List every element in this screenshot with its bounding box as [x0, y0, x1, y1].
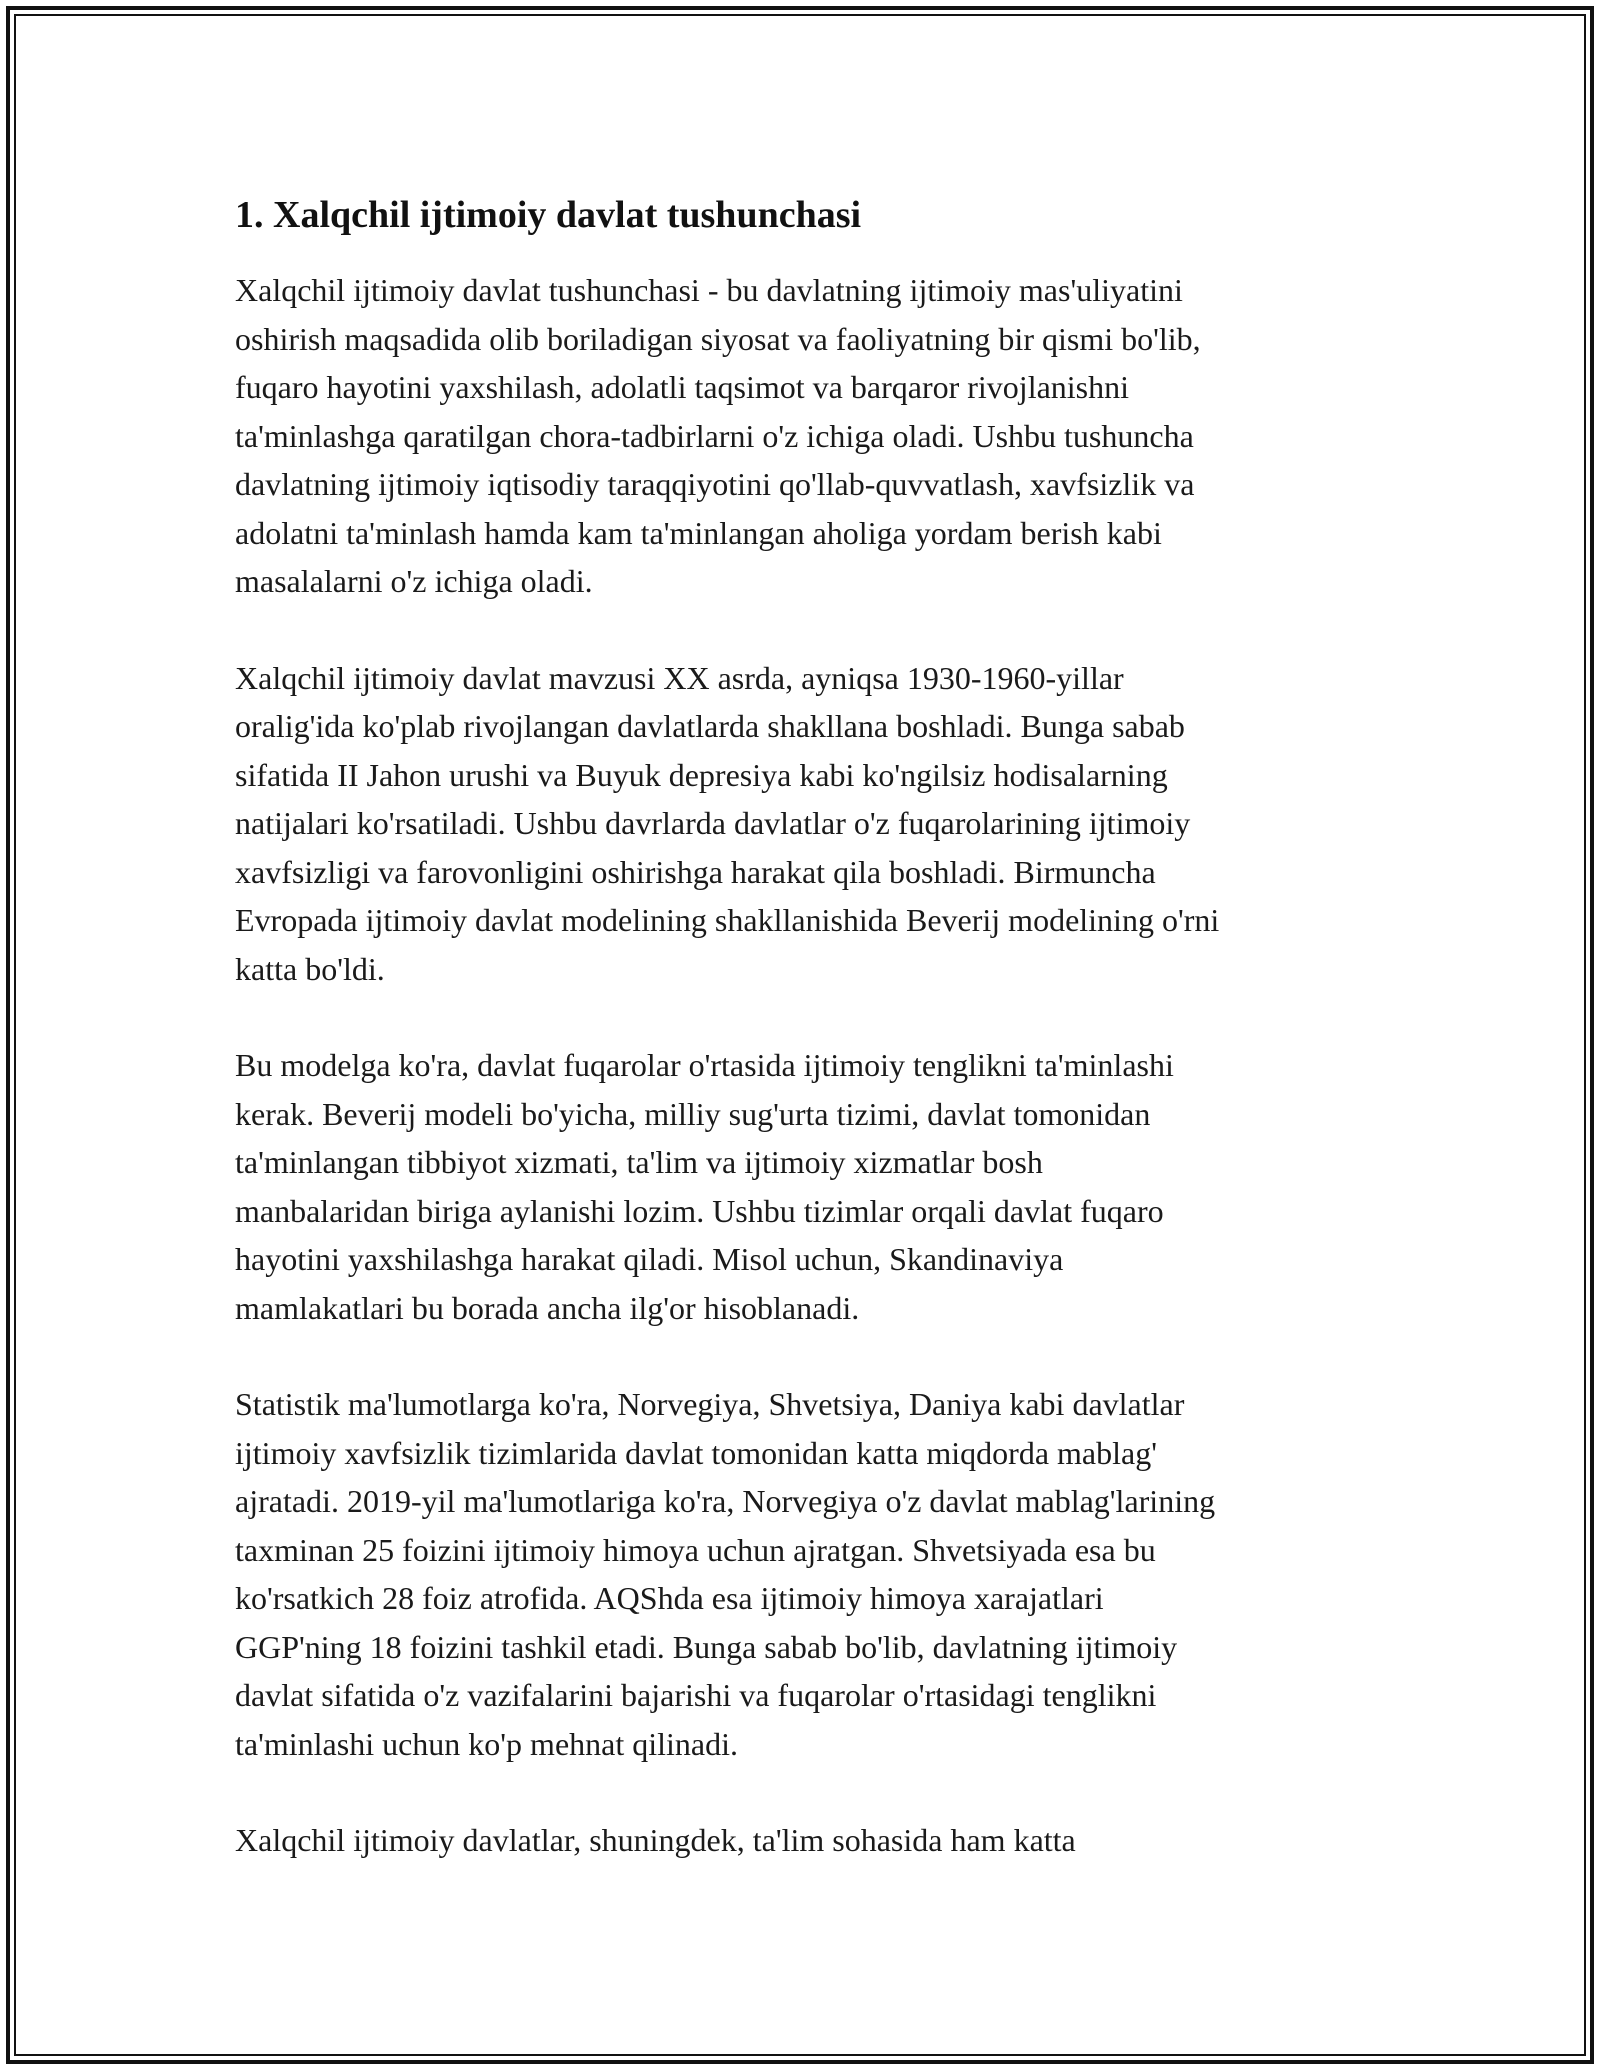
section-heading: 1. Xalqchil ijtimoiy davlat tushunchasi	[235, 194, 862, 236]
text-line: ta'minlangan tibbiyot xizmati, ta'lim va ijtimoiy xizmatlar bosh	[235, 1144, 1043, 1180]
paragraph-3	[235, 1041, 1375, 1332]
text-line: mamlakatlari bu borada ancha ilg'or hisoblanadi.	[235, 1289, 860, 1326]
text-line: ta'minlashga qaratilgan chora-tadbirlarni o'z ichiga oladi. Ushbu tushuncha	[235, 417, 1194, 454]
text-line: adolatni ta'minlash hamda kam ta'minlangan aholiga yordam berish kabi	[235, 514, 1162, 551]
text-line: ajratadi. 2019-yil ma'lumotlariga ko'ra, Norvegiya o'z davlat mablag'larining	[235, 1483, 1216, 1519]
text-line: Xalqchil ijtimoiy davlatlar, shuningdek, ta'lim sohasida ham katta	[235, 1822, 1076, 1858]
paragraph-1	[235, 266, 1375, 606]
text-line: Xalqchil ijtimoiy davlat mavzusi XX asrda, ayniqsa 1930-1960-yillar	[235, 659, 1124, 696]
text-line: ta'minlashi uchun ko'p mehnat qilinadi.	[235, 1725, 738, 1762]
text-line: masalalarni o'z ichiga oladi.	[235, 563, 593, 599]
text-line: taxminan 25 foizini ijtimoiy himoya uchun ajratgan. Shvetsiyada esa bu	[235, 1531, 1156, 1568]
text-line: fuqaro hayotini yaxshilash, adolatli taqsimot va barqaror rivojlanishni	[235, 369, 1130, 405]
text-line: Xalqchil ijtimoiy davlat tushunchasi - bu davlatning ijtimoiy mas'uliyatini	[235, 272, 1183, 308]
text-line: natijalari ko'rsatiladi. Ushbu davrlarda davlatlar o'z fuqarolarining ijtimoiy	[235, 805, 1191, 841]
paragraph-5	[235, 1816, 1375, 1865]
text-line: davlatning ijtimoiy iqtisodiy taraqqiyotini qo'llab-quvvatlash, xavfsizlik va	[235, 466, 1195, 502]
document-body	[235, 190, 1375, 1913]
text-line: oshirish maqsadida olib boriladigan siyosat va faoliyatning bir qismi bo'lib,	[235, 320, 1201, 357]
text-line: ijtimoiy xavfsizlik tizimlarida davlat tomonidan katta miqdorda mablag'	[235, 1434, 1157, 1471]
text-line: davlat sifatida o'z vazifalarini bajarishi va fuqarolar o'rtasidagi tenglikni	[235, 1677, 1157, 1713]
text-line: kerak. Beverij modeli bo'yicha, milliy sug'urta tizimi, davlat tomonidan	[235, 1095, 1151, 1132]
text-line: GGP'ning 18 foizini tashkil etadi. Bunga sabab bo'lib, davlatning ijtimoiy	[235, 1628, 1178, 1665]
text-line: katta bo'ldi.	[235, 950, 385, 987]
text-line: manbalaridan biriga aylanishi lozim. Ushbu tizimlar orqali davlat fuqaro	[235, 1192, 1164, 1229]
text-line: xavfsizligi va farovonligini oshirishga harakat qila boshladi. Birmuncha	[235, 853, 1156, 890]
paragraph-2	[235, 654, 1375, 994]
text-line: Statistik ma'lumotlarga ko'ra, Norvegiya, Shvetsiya, Daniya kabi davlatlar	[235, 1386, 1185, 1422]
text-line: Bu modelga ko'ra, davlat fuqarolar o'rtasida ijtimoiy tenglikni ta'minlashi	[235, 1047, 1174, 1083]
text-line: oralig'ida ko'plab rivojlangan davlatlarda shakllana boshladi. Bunga sabab	[235, 708, 1185, 744]
paragraph-4	[235, 1380, 1375, 1768]
text-line: hayotini yaxshilashga harakat qiladi. Misol uchun, Skandinaviya	[235, 1241, 1064, 1277]
text-line: Evropada ijtimoiy davlat modelining shakllanishida Beverij modelining o'rni	[235, 902, 1220, 938]
text-line: sifatida II Jahon urushi va Buyuk depresiya kabi ko'ngilsiz hodisalarning	[235, 756, 1168, 793]
text-line: ko'rsatkich 28 foiz atrofida. AQShda esa ijtimoiy himoya xarajatlari	[235, 1580, 1104, 1616]
